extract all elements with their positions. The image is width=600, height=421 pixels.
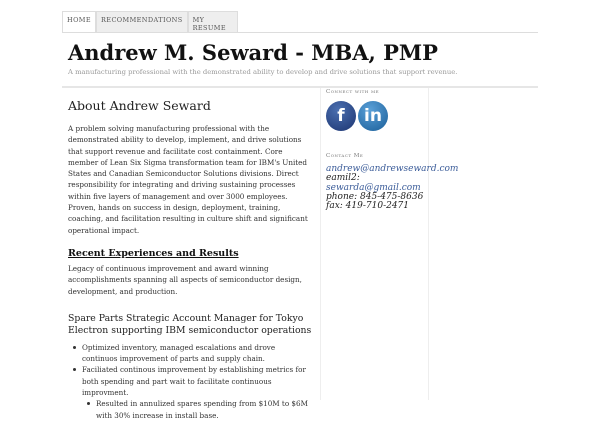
site-title[interactable]: Andrew M. Seward - MBA, PMP — [68, 40, 438, 65]
list-item — [68, 364, 312, 420]
list-item-text: Faciliated continous improvement by establishing metrics for both spending and part wait to facilitate continuous improvment. — [82, 365, 306, 398]
page-title: About Andrew Seward — [68, 98, 211, 113]
email2-link[interactable]: sewarda@gmail.com — [326, 182, 421, 193]
main-content — [68, 98, 312, 421]
email-link[interactable]: andrew@andrewseward.com — [326, 164, 459, 174]
site-tagline: A manufacturing professional with the demonstrated ability to develop and drive solutions that support revenue. — [68, 68, 458, 76]
job-bullets — [68, 342, 312, 421]
sub-list-item: Resulted in annulized spares spending from $10M to $6M with 30% increase in install base. — [82, 398, 312, 421]
fax-text: fax: 419-710-2471 — [326, 201, 410, 212]
contact-title: Contact Me — [326, 153, 364, 159]
job-title: Spare Parts Strategic Account Manager for Tokyo Electron supporting IBM semiconductor operations — [68, 312, 312, 337]
connect-title: Connect with me — [326, 89, 379, 95]
linkedin-icon[interactable]: in — [358, 101, 388, 131]
recent-paragraph: Legacy of continuous improvement and award winning accomplishments spanning all aspects of semiconductor design, development, and production. — [68, 263, 302, 296]
divider — [62, 86, 538, 88]
phone-text: phone: 845-475-8636 — [326, 191, 424, 202]
tab-recommendations[interactable]: RECOMMENDATIONS — [96, 11, 188, 32]
intro-paragraph: A problem solving manufacturing professional with the demonstrated ability to develop, implement, and drive solutions that support revenue and facilitate cost containment. Core member of Lean Six Sigma transformation team for IBM's United States and Canadian Semiconductor Solutions divisions. Direct responsibility for integrating and driving sustaining processes within five layers of management and over 3000 employees. Proven, hands on success in design, deployment, training, coaching, and facilitation resulting in culture shift and significant operational impact. — [68, 124, 308, 235]
list-item: Optimized inventory, managed escalations and drove continuos improvement of parts and supply chain. — [68, 342, 312, 365]
email2-label: eamil2: — [326, 173, 360, 184]
sidebar — [320, 88, 459, 400]
tab-my-resume[interactable]: MY RESUME — [188, 11, 238, 32]
tab-home[interactable]: HOME — [62, 11, 96, 32]
recent-heading: Recent Experiences and Results — [68, 247, 239, 259]
facebook-icon[interactable]: f — [326, 101, 356, 131]
main-nav — [62, 11, 538, 33]
